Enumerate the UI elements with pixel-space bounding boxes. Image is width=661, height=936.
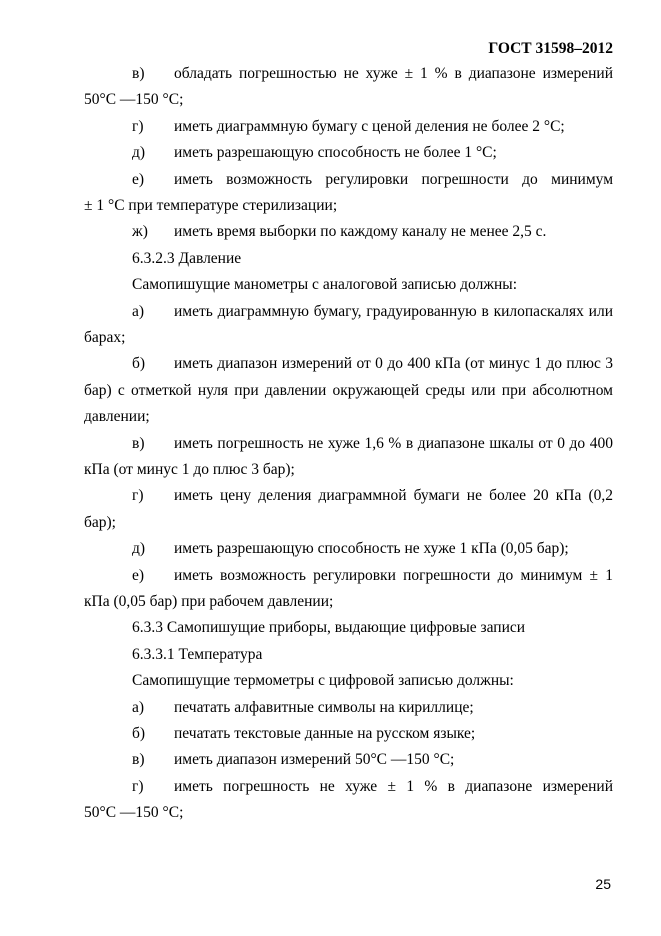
text-line (0, 221, 661, 243)
text-line (0, 617, 661, 639)
list-item-text: иметь погрешность не хуже 1,6 % в диапазоне шкалы от 0 до 400 (174, 434, 613, 452)
list-item-text: иметь разрешающую способность не более 1 °C; (174, 144, 497, 162)
list-item-text: иметь диаграммную бумагу с ценой деления не более 2 °C; (174, 117, 565, 135)
list-item-text: печатать алфавитные символы на кириллице; (174, 698, 474, 716)
text-line (0, 802, 661, 824)
list-item-text: печатать текстовые данные на русском языке; (174, 725, 476, 742)
text-line (0, 248, 661, 270)
list-item-letter: г) (132, 777, 144, 795)
list-item-letter: ж) (132, 223, 148, 241)
continuation-text: 50°C —150 °C; (84, 804, 184, 822)
text-line (0, 116, 661, 138)
text-line (0, 380, 661, 402)
paragraph-text: 6.3.2.3 Давление (132, 249, 242, 267)
list-item-letter: а) (132, 698, 145, 716)
list-item-letter: г) (132, 487, 144, 505)
text-line (0, 538, 661, 560)
text-line (0, 459, 661, 481)
text-line (0, 89, 661, 111)
text-line (0, 195, 661, 217)
list-item-letter: в) (132, 434, 145, 452)
text-line (0, 406, 661, 428)
list-item-text: иметь цену деления диаграммной бумаги не более 20 кПа (0,2 (174, 487, 613, 505)
page-number: 25 (595, 876, 611, 892)
list-item-text: иметь возможность регулировки погрешности до минимум ± 1 (174, 566, 613, 584)
list-item-text: иметь диапазон измерений 50°C —150 °C; (174, 751, 455, 769)
list-item-text: обладать погрешностью не хуже ± 1 % в диапазоне измерений (174, 65, 613, 82)
list-item-letter: а) (132, 302, 145, 320)
list-item-letter: е) (132, 170, 145, 188)
list-item-letter: е) (132, 566, 145, 584)
continuation-text: барах; (84, 329, 126, 346)
continuation-text: бар) с отметкой нуля при давлении окружающей среды или при абсолютном (84, 381, 613, 399)
text-line (0, 353, 661, 375)
text-line (0, 776, 661, 798)
text-line (0, 591, 661, 613)
paragraph-text: Самопишущие манометры с аналоговой записью должны: (132, 276, 518, 294)
text-line (0, 749, 661, 771)
list-item-letter: в) (132, 65, 145, 82)
list-item-text: иметь диапазон измерений от 0 до 400 кПа (от минус 1 до плюс 3 (174, 355, 613, 373)
text-line (0, 697, 661, 719)
continuation-text: бар); (84, 513, 116, 531)
list-item-text: иметь диаграммную бумагу, градуированную в килопаскалях или (174, 302, 613, 320)
paragraph-text: 6.3.3.1 Температура (132, 645, 263, 663)
continuation-text: ± 1 °C при температуре стерилизации; (84, 197, 338, 214)
list-item-letter: б) (132, 355, 146, 373)
text-line (0, 723, 661, 745)
text-line (0, 512, 661, 534)
continuation-text: давлении; (84, 408, 150, 426)
list-item-letter: в) (132, 751, 145, 769)
list-item-letter: б) (132, 725, 146, 742)
paragraph-text: 6.3.3 Самопишущие приборы, выдающие цифровые записи (132, 619, 526, 637)
list-item-letter: д) (132, 540, 146, 558)
text-line (0, 142, 661, 164)
text-line (0, 274, 661, 296)
text-line (0, 644, 661, 666)
list-item-text: иметь разрешающую способность не хуже 1 кПа (0,05 бар); (174, 540, 569, 558)
list-item-text: иметь возможность регулировки погрешности до минимум (174, 170, 613, 188)
text-line (0, 169, 661, 191)
text-line (0, 301, 661, 323)
list-item-text: иметь время выборки по каждому каналу не менее 2,5 с. (174, 223, 547, 241)
list-item-letter: г) (132, 117, 144, 135)
continuation-text: кПа (от минус 1 до плюс 3 бар); (84, 461, 295, 478)
text-line (0, 63, 661, 85)
text-line (0, 485, 661, 507)
text-line (0, 433, 661, 455)
text-line (0, 670, 661, 692)
paragraph-text: Самопишущие термометры с цифровой записью должны: (132, 672, 514, 690)
list-item-text: иметь погрешность не хуже ± 1 % в диапазоне измерений (174, 777, 613, 795)
text-line (0, 565, 661, 587)
continuation-text: 50°C —150 °C; (84, 91, 184, 109)
text-line (0, 327, 661, 349)
continuation-text: кПа (0,05 бар) при рабочем давлении; (84, 593, 334, 610)
list-item-letter: д) (132, 144, 146, 162)
document-header: ГОСТ 31598–2012 (488, 40, 613, 57)
